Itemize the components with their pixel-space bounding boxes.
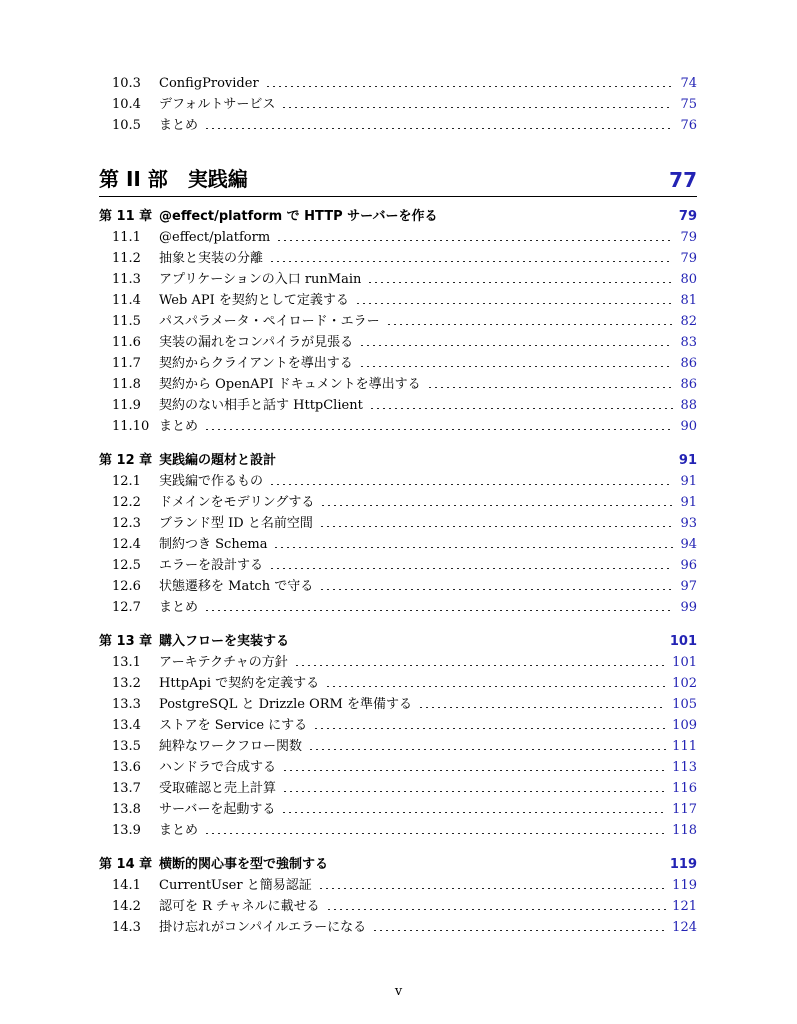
dot-leader (204, 429, 673, 430)
dot-leader (281, 107, 673, 108)
section-page-link[interactable]: 116 (672, 781, 697, 796)
toc-section-row[interactable] (99, 534, 697, 555)
page-number-footer: v (394, 984, 403, 999)
section-title: 制約つき Schema (159, 537, 268, 552)
dot-leader (313, 728, 666, 729)
chapter-page-link[interactable]: 119 (669, 857, 697, 872)
dot-leader (269, 261, 673, 262)
dot-leader (359, 345, 673, 346)
toc-section-row[interactable] (99, 395, 697, 416)
section-page-link[interactable]: 91 (680, 495, 697, 510)
chapter-heading[interactable] (99, 631, 697, 652)
section-title: まとめ (159, 118, 199, 133)
section-page-link[interactable]: 99 (680, 600, 697, 615)
chapter-list (99, 206, 697, 938)
section-title: ストアを Service にする (159, 718, 308, 733)
toc-section-row[interactable] (99, 673, 697, 694)
toc-section-row[interactable] (99, 652, 697, 673)
section-title: まとめ (159, 823, 199, 838)
section-number: 14.1 (112, 878, 141, 893)
section-title: アーキテクチャの方針 (159, 655, 288, 670)
section-title: 状態遷移を Match で守る (159, 579, 314, 594)
dot-leader (319, 589, 673, 590)
section-number: 11.7 (112, 356, 141, 371)
section-number: 12.4 (112, 537, 141, 552)
toc-section-row[interactable] (99, 353, 697, 374)
toc-section-row[interactable] (99, 715, 697, 736)
dot-leader (282, 770, 666, 771)
section-page-link[interactable]: 93 (680, 516, 697, 531)
section-number: 12.2 (112, 495, 141, 510)
chapter-title: 実践編の題材と設計 (159, 453, 277, 468)
chapter-number: 第 13 章 (99, 634, 153, 649)
dot-leader (372, 930, 666, 931)
section-number: 13.9 (112, 823, 141, 838)
dot-leader (427, 387, 673, 388)
section-title: デフォルトサービス (159, 97, 276, 112)
chapter-title: 横断的関心事を型で強制する (159, 857, 329, 872)
section-number: 13.8 (112, 802, 141, 817)
section-number: 10.5 (112, 118, 141, 133)
toc-section-row[interactable] (99, 248, 697, 269)
section-page-link[interactable]: 75 (680, 97, 697, 112)
section-number: 12.3 (112, 516, 141, 531)
section-number: 11.9 (112, 398, 141, 413)
section-number: 12.5 (112, 558, 141, 573)
section-page-link[interactable]: 90 (680, 419, 697, 434)
section-page-link[interactable]: 81 (680, 293, 697, 308)
toc-section-row[interactable] (99, 896, 697, 917)
section-page-link[interactable]: 76 (680, 118, 697, 133)
section-title: CurrentUser と簡易認証 (159, 878, 312, 893)
chapter-heading[interactable] (99, 206, 697, 227)
section-title: ドメインをモデリングする (159, 495, 315, 510)
section-page-link[interactable]: 113 (672, 760, 697, 775)
toc-section-row[interactable] (99, 269, 697, 290)
section-number: 13.1 (112, 655, 141, 670)
section-title: ハンドラで合成する (159, 760, 277, 775)
toc-section-row[interactable] (99, 290, 697, 311)
section-page-link[interactable]: 86 (680, 377, 697, 392)
section-page-link[interactable]: 79 (680, 251, 697, 266)
toc-section-row[interactable] (99, 597, 697, 618)
dot-leader (359, 366, 673, 367)
dot-leader (320, 505, 673, 506)
section-page-link[interactable]: 97 (680, 579, 697, 594)
section-title: 純粋なワークフロー関数 (159, 739, 303, 754)
section-title: Web API を契約として定義する (159, 293, 349, 308)
toc-section-row[interactable] (99, 416, 697, 437)
section-page-link[interactable]: 94 (680, 537, 697, 552)
dot-leader (326, 909, 667, 910)
chapter-page-link[interactable]: 91 (678, 453, 697, 468)
toc-section-row[interactable] (99, 227, 697, 248)
part-page-link[interactable]: 77 (669, 168, 697, 192)
dot-leader (269, 484, 673, 485)
dot-leader (294, 665, 666, 666)
section-number: 10.3 (112, 76, 141, 91)
dot-leader (282, 791, 666, 792)
part-heading[interactable] (99, 163, 697, 197)
toc-section-row[interactable] (99, 576, 697, 597)
toc-section-row[interactable] (99, 73, 697, 94)
dot-leader (319, 526, 673, 527)
dot-leader (418, 707, 666, 708)
toc-section-row[interactable] (99, 471, 697, 492)
section-number: 11.8 (112, 377, 141, 392)
section-number: 11.5 (112, 314, 141, 329)
dot-leader (369, 408, 673, 409)
dot-leader (281, 812, 666, 813)
section-page-link[interactable]: 119 (672, 878, 697, 893)
toc-section-row[interactable] (99, 820, 697, 841)
section-number: 13.3 (112, 697, 141, 712)
toc-section-row[interactable] (99, 555, 697, 576)
dot-leader (386, 324, 673, 325)
toc-section-row[interactable] (99, 757, 697, 778)
section-number: 13.6 (112, 760, 141, 775)
part-title: 第 II 部 実践編 (99, 167, 248, 191)
toc-section-row[interactable] (99, 736, 697, 757)
section-number: 12.1 (112, 474, 141, 489)
dot-leader (204, 833, 666, 834)
dot-leader (276, 240, 673, 241)
section-title: サーバーを起動する (159, 802, 276, 817)
toc-section-row[interactable] (99, 917, 697, 938)
section-number: 11.4 (112, 293, 141, 308)
section-title: 掛け忘れがコンパイルエラーになる (159, 920, 367, 935)
section-title: 契約からクライアントを導出する (159, 356, 353, 371)
section-page-link[interactable]: 80 (680, 272, 697, 287)
chapter-heading[interactable] (99, 854, 697, 875)
section-number: 11.2 (112, 251, 141, 266)
section-page-link[interactable]: 83 (680, 335, 697, 350)
toc-section-row[interactable] (99, 778, 697, 799)
section-number: 14.3 (112, 920, 141, 935)
section-page-link[interactable]: 79 (680, 230, 697, 245)
toc-section-row[interactable] (99, 311, 697, 332)
dot-leader (355, 303, 673, 304)
section-number: 13.4 (112, 718, 141, 733)
section-page-link[interactable]: 82 (680, 314, 697, 329)
dot-leader (204, 128, 673, 129)
section-page-link[interactable]: 74 (680, 76, 697, 91)
chapter-number: 第 12 章 (99, 453, 153, 468)
section-number: 12.6 (112, 579, 141, 594)
chapter-heading[interactable] (99, 450, 697, 471)
section-number: 13.5 (112, 739, 141, 754)
chapter-title: 購入フローを実装する (159, 634, 290, 649)
section-page-link[interactable]: 101 (672, 655, 697, 670)
section-page-link[interactable]: 91 (680, 474, 697, 489)
section-title: @effect/platform (159, 230, 271, 245)
section-title: PostgreSQL と Drizzle ORM を準備する (159, 697, 412, 712)
section-title: HttpApi で契約を定義する (159, 676, 320, 691)
section-number: 14.2 (112, 899, 141, 914)
toc-section-row[interactable] (99, 694, 697, 715)
section-page-link[interactable]: 109 (672, 718, 697, 733)
section-title: アプリケーションの入口 runMain (159, 272, 362, 287)
chapter-page-link[interactable]: 101 (669, 634, 697, 649)
section-number: 12.7 (112, 600, 141, 615)
section-title: エラーを設計する (159, 558, 264, 573)
section-number: 10.4 (112, 97, 141, 112)
section-page-link[interactable]: 117 (672, 802, 697, 817)
toc-section-row[interactable] (99, 94, 697, 115)
dot-leader (204, 610, 673, 611)
chapter-number: 第 14 章 (99, 857, 153, 872)
section-title: ブランド型 ID と名前空間 (159, 516, 313, 531)
section-title: パスパラメータ・ペイロード・エラー (159, 314, 380, 329)
dot-leader (325, 686, 666, 687)
section-title: ConfigProvider (159, 76, 259, 91)
dot-leader (367, 282, 673, 283)
table-of-contents (99, 73, 697, 938)
toc-section-row[interactable] (99, 492, 697, 513)
section-number: 11.1 (112, 230, 141, 245)
section-page-link[interactable]: 121 (672, 899, 697, 914)
dot-leader (318, 888, 666, 889)
dot-leader (273, 547, 673, 548)
section-title: 実装の漏れをコンパイラが見張る (159, 335, 354, 350)
section-number: 13.7 (112, 781, 141, 796)
prev-chapter-sections (99, 73, 697, 136)
chapter-title: @effect/platform で HTTP サーバーを作る (159, 209, 438, 224)
chapter-number: 第 11 章 (99, 209, 153, 224)
section-page-link[interactable]: 88 (680, 398, 697, 413)
toc-section-row[interactable] (99, 513, 697, 534)
section-title: 受取確認と売上計算 (159, 781, 277, 796)
dot-leader (265, 86, 673, 87)
section-number: 11.6 (112, 335, 141, 350)
section-number: 11.10 (112, 419, 150, 434)
toc-section-row[interactable] (99, 332, 697, 353)
toc-section-row[interactable] (99, 875, 697, 896)
toc-section-row[interactable] (99, 115, 697, 136)
toc-section-row[interactable] (99, 374, 697, 395)
section-title: まとめ (159, 600, 199, 615)
section-page-link[interactable]: 102 (672, 676, 697, 691)
section-title: 抽象と実装の分離 (159, 251, 264, 266)
section-title: 実践編で作るもの (159, 474, 264, 489)
section-page-link[interactable]: 105 (672, 697, 697, 712)
section-page-link[interactable]: 111 (672, 739, 697, 754)
section-number: 13.2 (112, 676, 141, 691)
chapter-page-link[interactable]: 79 (678, 209, 697, 224)
section-page-link[interactable]: 96 (680, 558, 697, 573)
section-title: 認可を R チャネルに載せる (159, 899, 320, 914)
section-number: 11.3 (112, 272, 141, 287)
section-page-link[interactable]: 118 (672, 823, 697, 838)
section-title: まとめ (159, 419, 199, 434)
section-page-link[interactable]: 124 (672, 920, 697, 935)
section-title: 契約から OpenAPI ドキュメントを導出する (159, 377, 421, 392)
dot-leader (269, 568, 673, 569)
section-title: 契約のない相手と話す HttpClient (159, 398, 363, 413)
toc-section-row[interactable] (99, 799, 697, 820)
dot-leader (308, 749, 666, 750)
section-page-link[interactable]: 86 (680, 356, 697, 371)
